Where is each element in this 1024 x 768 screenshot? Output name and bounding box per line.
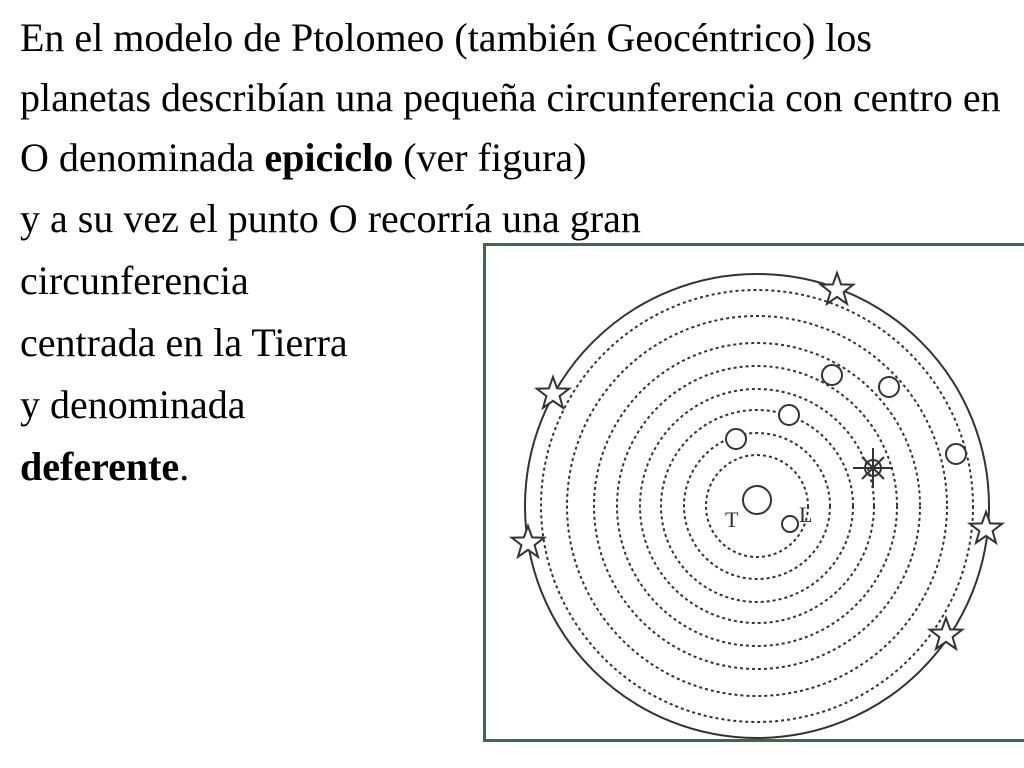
planet-circle-5 [946,444,966,464]
text-line-5-end: . [179,444,190,489]
ptolemaic-diagram [486,246,1024,745]
earth-circle [743,486,771,514]
moon-circle [782,516,798,532]
star-icon-top [821,273,853,304]
planet-circle-1 [726,429,746,449]
text-line-4: y denominada [20,382,246,427]
intro-paragraph [20,8,1010,188]
star-icon-lower-left [512,526,544,557]
planet-circle-3 [822,365,842,385]
moon-label: L [799,502,813,527]
earth-label: T [725,507,739,532]
planet-circle-2 [779,405,799,425]
text-line-3: centrada en la Tierra [20,320,348,365]
text-line-1: y a su vez el punto O recorría una gran [20,196,641,241]
intro-text-part1: En el modelo de Ptolomeo (también Geocéntrico) los planetas describían una pequeña circunferencia con centro en O denominada [20,15,1001,180]
ptolemaic-diagram-frame [483,243,1024,742]
epiciclo-term: epiciclo [264,135,394,180]
planet-circle-4 [879,377,899,397]
deferente-term: deferente [20,444,180,489]
star-icon-upper-left [537,377,569,408]
intro-text-part2: (ver figura) [393,135,587,180]
text-line-2: circunferencia [20,258,249,303]
sun-icon [853,448,893,488]
